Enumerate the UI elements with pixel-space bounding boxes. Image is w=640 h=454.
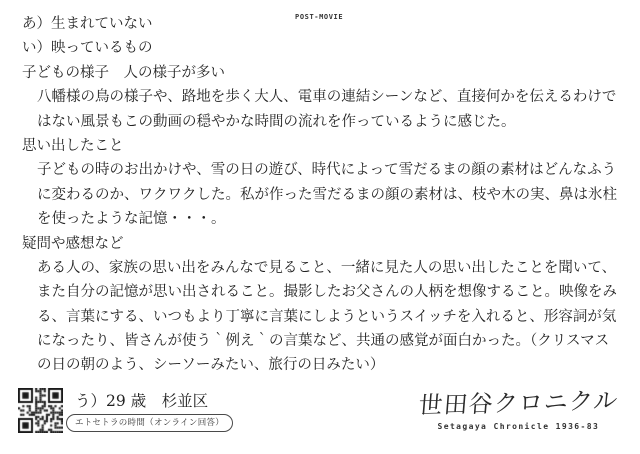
text-line: い）映っているもの [22, 40, 153, 57]
text-line: 疑問や感想など [22, 235, 124, 252]
text-line: あ）生まれていない [22, 16, 153, 32]
text-line: 子どもの時のお出かけや、雪の日の遊び、時代によって雪だるまの顔の素材はどんなふう [37, 162, 617, 179]
text-line: 子どもの様子 人の様子が多い [22, 64, 225, 81]
logo-title: 世田谷クロニクル [417, 386, 620, 420]
text-line: の日の朝のよう、シーソーみたい、旅行の日みたい） [37, 357, 385, 374]
text-line: る、言葉にする、いつもより丁寧に言葉にしようというスイッチを入れると、形容詞が気 [37, 308, 617, 325]
text-line: また自分の記憶が思い出されること。撮影したお父さんの人柄を想像すること。映像をみ [37, 284, 617, 301]
qr-code-icon [18, 388, 63, 433]
post-movie-stamp: POST-MOVIE [295, 13, 344, 21]
logo-subtitle: Setagaya Chronicle 1936-83 [437, 422, 600, 431]
respondent-info: う）29 歳 杉並区 [75, 392, 209, 410]
text-line: ある人の、家族の思い出をみんなで見ること、一緒に見た人の思い出したことを聞いて、 [37, 259, 617, 276]
text-line: 八幡様の鳥の様子や、路地を歩く大人、電車の連結シーンなど、直接何かを伝えるわけで [37, 89, 617, 106]
text-block [22, 12, 628, 378]
text-line: になったり、皆さんが使う｀例え｀の言葉など、共通の感覚が面白かった。（クリスマス [37, 333, 610, 350]
setagaya-chronicle-logo [419, 383, 618, 431]
category-badge: エトセトラの時間（オンライン回答） [66, 414, 233, 432]
text-line: はない風景もこの動画の穏やかな時間の流れを作っているように感じた。 [37, 113, 516, 130]
text-line: に変わるのか、ワクワクした。私が作った雪だるまの顔の素材は、枝や木の実、鼻は氷柱 [37, 186, 617, 203]
text-line: を使ったような記憶・・・。 [37, 211, 226, 228]
text-line: 思い出したこと [22, 137, 124, 154]
